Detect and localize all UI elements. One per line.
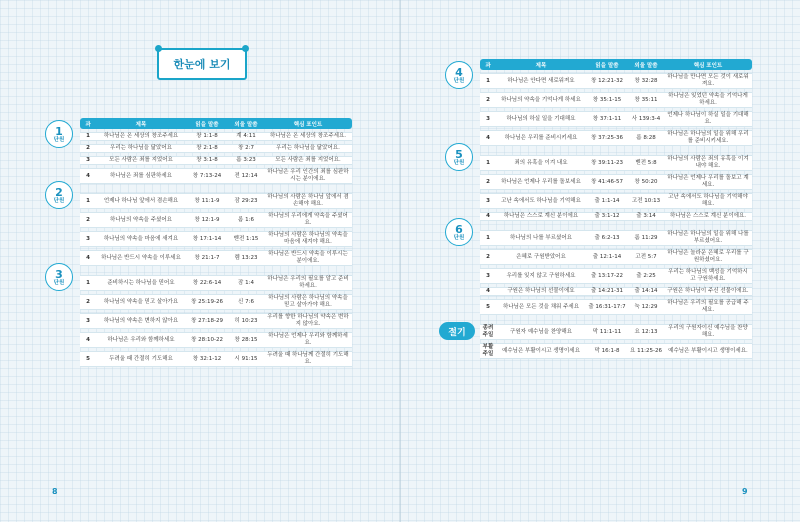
lesson-memory-verse: 잠 29:23 — [228, 193, 264, 209]
table-header — [80, 118, 352, 129]
lesson-reading: 출 16:31-17:7 — [586, 299, 628, 315]
lesson-number: 5 — [480, 299, 496, 315]
pin-icon — [155, 45, 162, 52]
lesson-title: 우리는 하나님을 닮았어요 — [96, 144, 186, 153]
table-row — [80, 313, 352, 329]
lesson-title: 우리를 잊지 않고 구원하세요 — [496, 268, 586, 284]
lesson-memory-verse: 눅 12:29 — [628, 299, 664, 315]
lesson-title: 은혜로 구원받았어요 — [496, 249, 586, 265]
unit-badge — [45, 120, 73, 148]
lesson-reading: 창 35:1-15 — [586, 92, 628, 108]
lesson-point: 예수님은 부활이시고 생명이세요. — [664, 343, 752, 359]
table-row — [480, 111, 752, 127]
lesson-number: 3 — [80, 231, 96, 247]
lesson-number: 3 — [80, 313, 96, 329]
lesson-point: 하나님의 사람은 죄의 유혹을 이겨 내야 해요. — [664, 155, 752, 171]
header-title: 제목 — [496, 59, 586, 70]
lesson-title: 하나님은 안다면 새로워져요 — [496, 73, 586, 89]
unit-number: 3 — [55, 267, 63, 281]
lesson-reading: 출 6:2-13 — [586, 230, 628, 246]
lesson-number: 2 — [480, 249, 496, 265]
lesson-point: 하나님은 우리의 필요를 공급해 주세요. — [664, 299, 752, 315]
lesson-number: 부활 주일 — [480, 343, 496, 359]
lesson-memory-verse: 롬 11:29 — [628, 230, 664, 246]
lesson-table-right — [480, 56, 752, 362]
lesson-reading: 창 27:18-29 — [186, 313, 228, 329]
table-row — [80, 144, 352, 153]
lesson-point: 하나님은 언제나 우리를 돌보고 계세요. — [664, 174, 752, 190]
unit-number: 2 — [55, 185, 63, 199]
lesson-number: 2 — [80, 212, 96, 228]
lesson-point: 우리의 구원자이신 예수님을 찬양해요. — [664, 324, 752, 340]
lesson-memory-verse: 고전 5:7 — [628, 249, 664, 265]
lesson-title: 구원자 예수님을 찬양해요 — [496, 324, 586, 340]
lesson-point: 하나님은 잊었던 약속을 기억나게 하세요. — [664, 92, 752, 108]
lesson-number: 1 — [80, 193, 96, 209]
unit-spacer — [80, 269, 352, 272]
lesson-memory-verse: 요 12:13 — [628, 324, 664, 340]
lesson-title: 하나님은 스스로 계신 분이에요 — [496, 212, 586, 221]
table-row — [480, 193, 752, 209]
lesson-title: 하나님의 약속을 마음에 새겨요 — [96, 231, 186, 247]
table-row — [480, 268, 752, 284]
table-row — [80, 332, 352, 348]
lesson-number: 1 — [480, 230, 496, 246]
lesson-reading: 창 22:6-14 — [186, 275, 228, 291]
lesson-number: 4 — [480, 212, 496, 221]
lesson-number: 4 — [80, 332, 96, 348]
lesson-point: 언제나 하나님이 하실 일을 기대해요. — [664, 111, 752, 127]
lesson-title: 하나님의 나를 부르셨어요 — [496, 230, 586, 246]
lesson-point: 우리는 하나님의 백성을 기억하시고 구원하세요. — [664, 268, 752, 284]
lesson-title: 구원은 하나님의 선물이에요 — [496, 287, 586, 296]
table-row — [80, 231, 352, 247]
lesson-memory-verse: 신 7:6 — [228, 294, 264, 310]
lesson-point: 하나님은 우리의 필요를 알고 준비하세요. — [264, 275, 352, 291]
lesson-number: 4 — [80, 168, 96, 184]
lesson-reading: 막 16:1-8 — [586, 343, 628, 359]
lesson-reading: 창 12:21-32 — [586, 73, 628, 89]
table-row — [480, 174, 752, 190]
lesson-number: 1 — [480, 73, 496, 89]
lesson-point: 우리는 하나님을 닮았어요. — [264, 144, 352, 153]
lesson-title: 하나님의 하실 일을 기대해요 — [496, 111, 586, 127]
header-title: 제목 — [96, 118, 186, 129]
lesson-point: 우리를 향한 하나님의 약속은 변하지 않아요. — [264, 313, 352, 329]
lesson-title: 모든 사람은 죄를 지었어요 — [96, 156, 186, 165]
unit-number: 4 — [455, 65, 463, 79]
unit-badge — [45, 263, 73, 291]
lesson-reading: 창 2:1-8 — [186, 144, 228, 153]
lesson-reading: 창 11:1-9 — [186, 193, 228, 209]
header-memory: 외울 말씀 — [628, 59, 664, 70]
lesson-number: 3 — [80, 156, 96, 165]
lesson-memory-verse: 벧전 5:8 — [628, 155, 664, 171]
header-point: 핵심 포인트 — [264, 118, 352, 129]
lesson-point: 하나님의 사람은 하나님 앞에서 겸손해야 해요. — [264, 193, 352, 209]
lesson-point: 하나님의 사람은 하나님의 약속을 마음에 새겨야 해요. — [264, 231, 352, 247]
lesson-number: 3 — [480, 268, 496, 284]
unit-label: 단원 — [53, 136, 65, 143]
lesson-number: 2 — [80, 144, 96, 153]
table-row — [480, 92, 752, 108]
lesson-title: 준비하시는 하나님을 믿어요 — [96, 275, 186, 291]
table-row — [480, 249, 752, 265]
lesson-number: 2 — [480, 92, 496, 108]
table-row — [480, 130, 752, 146]
lesson-reading: 출 13:17-22 — [586, 268, 628, 284]
lesson-reading: 창 39:11-23 — [586, 155, 628, 171]
lesson-memory-verse: 창 50:20 — [628, 174, 664, 190]
unit-spacer — [80, 187, 352, 190]
header-reading: 읽을 말씀 — [186, 118, 228, 129]
lesson-reading: 창 12:1-9 — [186, 212, 228, 228]
lesson-number: 3 — [480, 111, 496, 127]
unit-number: 5 — [455, 147, 463, 161]
page-number-right: 9 — [742, 487, 748, 496]
table-row — [480, 287, 752, 296]
lesson-memory-verse: 출 14:14 — [628, 287, 664, 296]
unit-badge — [445, 143, 473, 171]
lesson-reading: 창 28:10-22 — [186, 332, 228, 348]
lesson-reading: 출 14:21-31 — [586, 287, 628, 296]
lesson-point: 하나님은 스스로 계신 분이에요. — [664, 212, 752, 221]
lesson-title: 예수님은 부활이시고 생명이세요 — [496, 343, 586, 359]
unit-spacer — [480, 224, 752, 227]
lesson-point: 고난 속에서도 하나님을 기억해야 해요. — [664, 193, 752, 209]
unit-spacer — [480, 149, 752, 152]
page-number-left: 8 — [52, 487, 58, 496]
lesson-number: 4 — [480, 130, 496, 146]
lesson-point: 하나님은 하나님의 일을 위해 우리를 준비시키세요. — [664, 130, 752, 146]
lesson-number: 1 — [80, 275, 96, 291]
lesson-title: 하나님은 죄를 심판하세요 — [96, 168, 186, 184]
unit-label: 단원 — [453, 234, 465, 241]
unit-badge — [45, 181, 73, 209]
lesson-number: 종려 주일 — [480, 324, 496, 340]
lesson-number: 5 — [80, 351, 96, 367]
table-row — [80, 168, 352, 184]
lesson-number: 4 — [80, 250, 96, 266]
lesson-memory-verse: 고전 10:13 — [628, 193, 664, 209]
lesson-title: 하나님은 우리와 함께하세요 — [96, 332, 186, 348]
season-badge: 절기 — [439, 322, 475, 340]
unit-label: 단원 — [453, 159, 465, 166]
lesson-point: 하나님은 언제나 우리와 함께하세요. — [264, 332, 352, 348]
lesson-memory-verse: 창 2:7 — [228, 144, 264, 153]
unit-number: 6 — [455, 222, 463, 236]
lesson-point: 모든 사람은 죄를 지었어요. — [264, 156, 352, 165]
lesson-point: 두려울 때 하나님께 간절히 기도해요. — [264, 351, 352, 367]
table-row — [480, 299, 752, 315]
table-row — [80, 212, 352, 228]
lesson-number: 1 — [80, 132, 96, 141]
table-row — [80, 351, 352, 367]
overview-title-tag — [157, 48, 247, 80]
lesson-title: 하나님은 언제나 우리를 돌보세요 — [496, 174, 586, 190]
lesson-reading: 창 7:13-24 — [186, 168, 228, 184]
table-row — [480, 212, 752, 221]
lesson-point: 하나님의 우리에게 약속을 주셨어요. — [264, 212, 352, 228]
spacer-cell — [80, 269, 352, 272]
unit-label: 단원 — [453, 77, 465, 84]
spacer-cell — [480, 318, 752, 321]
lesson-reading: 창 17:1-14 — [186, 231, 228, 247]
table-row — [80, 250, 352, 266]
lesson-memory-verse: 계 4:11 — [228, 132, 264, 141]
header-lesson: 과 — [480, 59, 496, 70]
lesson-memory-verse: 시 91:15 — [228, 351, 264, 367]
table-row — [480, 155, 752, 171]
lesson-title: 하나님의 약속을 믿고 살아가요 — [96, 294, 186, 310]
lesson-memory-verse: 출 3:14 — [628, 212, 664, 221]
lesson-reading: 창 37:25-36 — [586, 130, 628, 146]
lesson-memory-verse: 전 12:14 — [228, 168, 264, 184]
table-row — [80, 294, 352, 310]
season-row — [480, 324, 752, 340]
lesson-title: 하나님은 온 세상의 창조주세요 — [96, 132, 186, 141]
unit-badge — [445, 61, 473, 89]
lesson-point: 구원은 하나님이 주신 선물이에요. — [664, 287, 752, 296]
lesson-point: 하나님은 놀라운 은혜로 우리를 구원하셨어요. — [664, 249, 752, 265]
lesson-title: 하나님의 약속은 변하지 않아요 — [96, 313, 186, 329]
lesson-memory-verse: 요 11:25-26 — [628, 343, 664, 359]
lesson-title: 하나님은 모든 것을 채워 주세요 — [496, 299, 586, 315]
lesson-point: 하나님을 만나면 모든 것이 새로워져요. — [664, 73, 752, 89]
lesson-reading: 창 1:1-8 — [186, 132, 228, 141]
lesson-point: 하나님은 온 세상의 창조주세요. — [264, 132, 352, 141]
header-point: 핵심 포인트 — [664, 59, 752, 70]
lesson-table-left — [80, 115, 352, 370]
lesson-memory-verse: 잠 1:4 — [228, 275, 264, 291]
lesson-memory-verse: 출 2:25 — [628, 268, 664, 284]
lesson-reading: 막 11:1-11 — [586, 324, 628, 340]
lesson-memory-verse: 히 10:23 — [228, 313, 264, 329]
header-lesson: 과 — [80, 118, 96, 129]
lesson-title: 하나님은 우리를 준비시키세요 — [496, 130, 586, 146]
lesson-memory-verse: 창 35:11 — [628, 92, 664, 108]
lesson-memory-verse: 롬 1:6 — [228, 212, 264, 228]
lesson-memory-verse: 창 28:15 — [228, 332, 264, 348]
lesson-memory-verse: 렘 13:23 — [228, 250, 264, 266]
lesson-reading: 창 21:1-7 — [186, 250, 228, 266]
lesson-reading: 창 3:1-8 — [186, 156, 228, 165]
spacer-cell — [480, 149, 752, 152]
lesson-point: 하나님은 하나님의 일을 위해 나를 부르셨어요. — [664, 230, 752, 246]
lesson-reading: 창 25:19-26 — [186, 294, 228, 310]
lesson-point: 하나님의 사람은 하나님의 약속을 믿고 살아가야 해요. — [264, 294, 352, 310]
table-row — [80, 156, 352, 165]
lesson-reading: 출 1:1-14 — [586, 193, 628, 209]
spacer-cell — [480, 224, 752, 227]
table-header — [480, 59, 752, 70]
unit-label: 단원 — [53, 279, 65, 286]
lesson-point: 하나님은 우리 인간의 죄를 심판하시는 분이에요. — [264, 168, 352, 184]
season-row — [480, 343, 752, 359]
lesson-memory-verse: 사 139:3-4 — [628, 111, 664, 127]
unit-number: 1 — [55, 124, 63, 138]
lesson-memory-verse: 롬 3:23 — [228, 156, 264, 165]
lesson-number: 1 — [480, 155, 496, 171]
lesson-title: 고난 속에서도 하나님을 기억해요 — [496, 193, 586, 209]
spacer-cell — [80, 187, 352, 190]
lesson-number: 2 — [80, 294, 96, 310]
lesson-title: 하나님의 약속을 주셨어요 — [96, 212, 186, 228]
table-row — [480, 230, 752, 246]
lesson-title: 하나님의 약속을 기억나게 하세요 — [496, 92, 586, 108]
table-row — [80, 132, 352, 141]
lesson-reading: 출 12:1-14 — [586, 249, 628, 265]
header-reading: 읽을 말씀 — [586, 59, 628, 70]
unit-label: 단원 — [53, 197, 65, 204]
lesson-memory-verse: 벧전 1:15 — [228, 231, 264, 247]
lesson-memory-verse: 창 32:28 — [628, 73, 664, 89]
lesson-title: 하나님은 반드시 약속을 이루세요 — [96, 250, 186, 266]
lesson-number: 2 — [480, 174, 496, 190]
lesson-reading: 창 32:1-12 — [186, 351, 228, 367]
overview-title: 한눈에 보기 — [173, 58, 231, 71]
pin-icon — [242, 45, 249, 52]
lesson-reading: 출 3:1-12 — [586, 212, 628, 221]
lesson-title: 언제나 하나님 앞에서 겸손해요 — [96, 193, 186, 209]
table-row — [80, 275, 352, 291]
table-row — [80, 193, 352, 209]
right-page — [400, 0, 800, 522]
lesson-number: 4 — [480, 287, 496, 296]
lesson-point: 하나님은 반드시 약속을 이루시는 분이에요. — [264, 250, 352, 266]
lesson-number: 3 — [480, 193, 496, 209]
unit-badge — [445, 218, 473, 246]
lesson-memory-verse: 롬 8:28 — [628, 130, 664, 146]
table-row — [480, 73, 752, 89]
unit-spacer — [480, 318, 752, 321]
lesson-title: 죄의 유혹을 이겨 내요 — [496, 155, 586, 171]
lesson-reading: 창 37:1-11 — [586, 111, 628, 127]
lesson-title: 두려울 때 간절히 기도해요 — [96, 351, 186, 367]
lesson-reading: 창 41:46-57 — [586, 174, 628, 190]
header-memory: 외울 말씀 — [228, 118, 264, 129]
